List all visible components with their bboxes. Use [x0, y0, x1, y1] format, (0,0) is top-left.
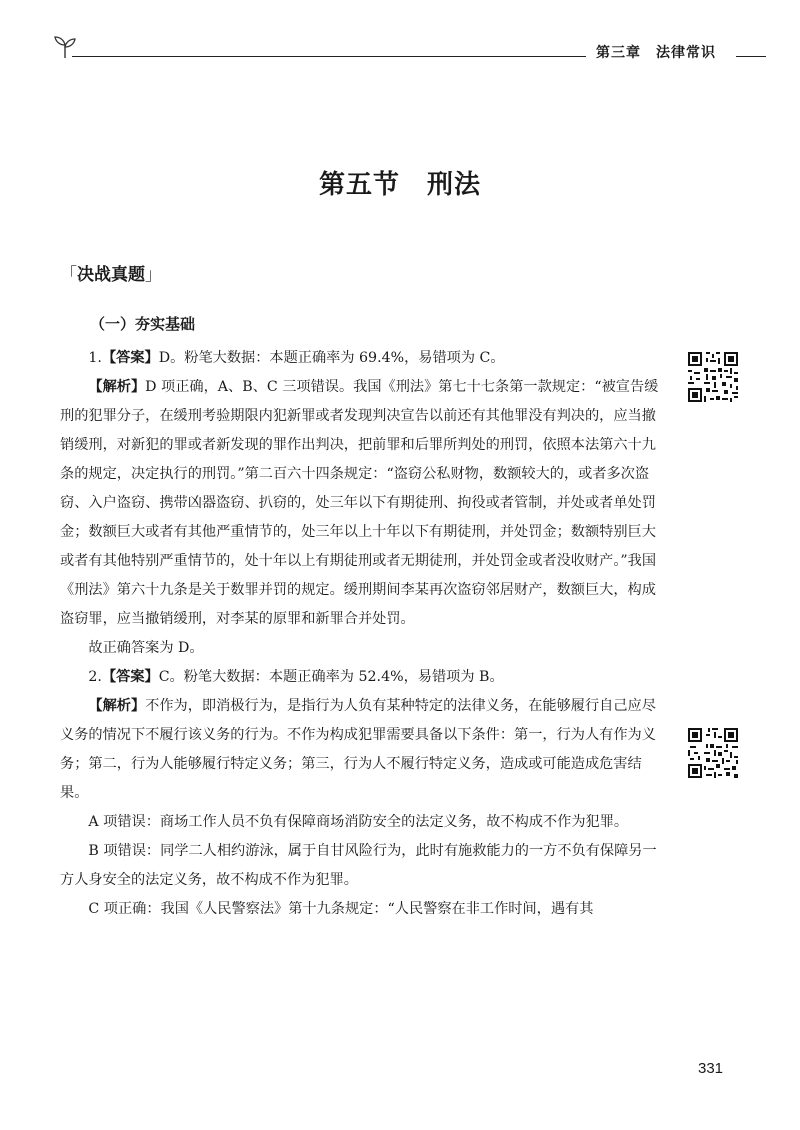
- q2-answer-text: C。粉笔大数据：本题正确率为 52.4%，易错项为 B。: [158, 669, 504, 685]
- q1-conclusion: 故正确答案为 D。: [88, 640, 204, 656]
- analysis-tag: 【解析】: [88, 379, 146, 395]
- block-title-text: 决战真题: [77, 265, 145, 285]
- bracket-open: 「: [60, 265, 77, 285]
- q2-item-b: B 项错误：同学二人相约游泳，属于自甘风险行为，此时有施救能力的一方不负有保障另一方人身安全的法定义务，故不构成不作为犯罪。: [60, 843, 657, 888]
- q2-number: 2.: [88, 669, 102, 685]
- answer-body: [60, 344, 664, 924]
- q2-item-a: A 项错误：商场工作人员不负有保障商场消防安全的法定义务，故不构成不作为犯罪。: [88, 814, 629, 830]
- q2-item-c: C 项正确：我国《人民警察法》第十九条规定：“人民警察在非工作时间，遇有其: [88, 901, 594, 917]
- header-rule-end: [736, 56, 766, 57]
- q1-answer: [60, 344, 664, 373]
- q2-analysis-text: 不作为，即消极行为，是指行为人负有某种特定的法律义务，在能够履行自己应尽义务的情况下不履行该义务的行为。不作为构成犯罪需要具备以下条件：第一，行为人有作为义务；第二，行为人能够履行特定义务；第三，行为人不履行特定义务，造成或可能造成危害结果。: [60, 698, 656, 801]
- q2-analysis: [60, 692, 664, 808]
- block-title: [60, 260, 162, 285]
- qr-code-icon: [686, 726, 740, 780]
- answer-tag: 【答案】: [101, 669, 159, 685]
- q1-answer-text: D。粉笔大数据：本题正确率为 69.4%，易错项为 C。: [158, 350, 505, 366]
- answer-tag: 【答案】: [101, 350, 159, 366]
- q1-analysis-text: D 项正确，A、B、C 三项错误。我国《刑法》第七十七条第一款规定：“被宣告缓刑的犯罪分子，在缓刑考验期限内犯新罪或者发现判决宣告以前还有其他罪没有判决的，应当撤销缓刑，对新犯的罪或者新发现的罪作出判决，把前罪和后罪所判处的刑罚，依照本法第六十九条的规定，决定执行的刑罚。”第二百六十四条规定：“盗窃公私财物，数额较大的，或者多次盗窃、入户盗窃、携带凶器盗窃、扒窃的，处三年以下有期徒刑、拘役或者管制，并处或者单处罚金；数额巨大或者有其他严重情节的，处三年以上十年以下有期徒刑，并处罚金；数额特别巨大或者有其他特别严重情节的，处十年以上有期徒刑或者无期徒刑，并处罚金或者没收财产。”我国《刑法》第六十九条是关于数罪并罚的规定。缓刑期间李某再次盗窃邻居财产，数额巨大，构成盗窃罪，应当撤销缓刑，对李某的原罪和新罪合并处罚。: [60, 379, 659, 627]
- section-title: 第五节 刑法: [318, 170, 481, 200]
- q1-analysis: [60, 373, 664, 634]
- qr-code-icon: [686, 350, 740, 404]
- chapter-heading: 第三章 法律常识: [596, 45, 716, 61]
- q2-answer: [60, 663, 664, 692]
- analysis-tag: 【解析】: [88, 698, 146, 714]
- page-number: 331: [698, 1060, 724, 1077]
- bracket-close: 」: [145, 265, 162, 285]
- header-rule: [72, 56, 586, 57]
- subsection-heading: （一）夯实基础: [90, 315, 196, 333]
- q1-number: 1.: [88, 350, 102, 366]
